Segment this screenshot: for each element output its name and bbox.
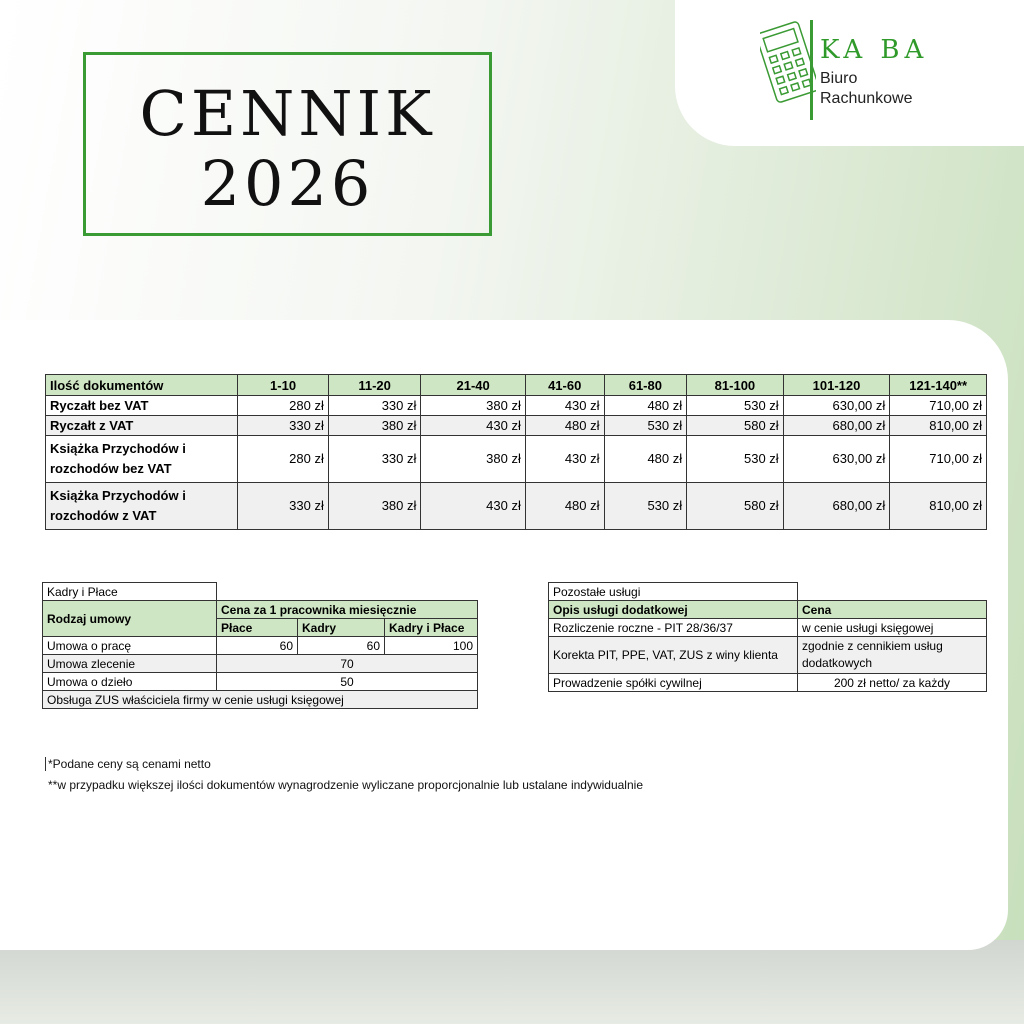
row-label: Umowa zlecenie [43, 655, 217, 673]
header-cell: 101-120 [783, 375, 890, 396]
header-cell: 121-140** [890, 375, 987, 396]
table-row [46, 416, 987, 436]
price-cell: 330 zł [328, 396, 421, 416]
price-cell: 710,00 zł [890, 396, 987, 416]
row-label: Książka Przychodów i rozchodów z VAT [46, 483, 238, 530]
price-cell: 430 zł [525, 396, 604, 416]
price-cell: 530 zł [604, 416, 687, 436]
col-description: Opis usługi dodatkowej [549, 601, 798, 619]
header-cell: 61-80 [604, 375, 687, 396]
header-cell: 21-40 [421, 375, 525, 396]
row-label: Korekta PIT, PPE, VAT, ZUS z winy klienta [549, 637, 798, 674]
empty-cell [798, 583, 987, 601]
price-cell: 710,00 zł [890, 436, 987, 483]
other-services-table [548, 582, 987, 692]
empty-cell [217, 583, 478, 601]
price-cell: 580 zł [687, 416, 784, 436]
col-price-per-employee: Cena za 1 pracownika miesięcznie [217, 601, 478, 619]
price-cell: zgodnie z cennikiem usług dodatkowych [798, 637, 987, 674]
price-cell: 430 zł [421, 483, 525, 530]
logo-subtitle-1: Biuro [820, 70, 858, 87]
price-cell: 380 zł [328, 483, 421, 530]
header-cell: Ilość dokumentów [46, 375, 238, 396]
logo-divider [810, 20, 813, 120]
col-contract-type: Rodzaj umowy [43, 601, 217, 637]
price-cell: 480 zł [525, 483, 604, 530]
payroll-title: Kadry i Płace [43, 583, 217, 601]
footnote-more-documents: **w przypadku większej ilości dokumentów wynagrodzenie wyliczane proporcjonalnie lub ustalane indywidualnie [48, 778, 643, 792]
price-cell: 60 [298, 637, 385, 655]
price-cell: 330 zł [328, 436, 421, 483]
price-cell: 630,00 zł [783, 436, 890, 483]
payroll-table [42, 582, 478, 709]
zus-note: Obsługa ZUS właściciela firmy w cenie usługi księgowej [43, 691, 478, 709]
calculator-icon [760, 18, 816, 108]
price-cell: 280 zł [238, 396, 329, 416]
row-label: Ryczałt z VAT [46, 416, 238, 436]
row-label: Prowadzenie spółki cywilnej [549, 674, 798, 692]
price-cell: 810,00 zł [890, 483, 987, 530]
logo [675, 0, 1024, 146]
price-cell: 680,00 zł [783, 483, 890, 530]
price-cell: 680,00 zł [783, 416, 890, 436]
page-year: 2026 [200, 147, 375, 220]
table-row [46, 436, 987, 483]
col-place: Płace [217, 619, 298, 637]
price-cell: 380 zł [421, 436, 525, 483]
price-cell: 530 zł [687, 436, 784, 483]
price-cell: 580 zł [687, 483, 784, 530]
price-cell: 480 zł [604, 436, 687, 483]
logo-subtitle-2: Rachunkowe [820, 90, 913, 107]
row-label: Rozliczenie roczne - PIT 28/36/37 [549, 619, 798, 637]
col-kadry-place: Kadry i Płace [385, 619, 478, 637]
row-label: Książka Przychodów i rozchodów bez VAT [46, 436, 238, 483]
price-cell: 100 [385, 637, 478, 655]
price-cell: 530 zł [687, 396, 784, 416]
price-cell: 60 [217, 637, 298, 655]
row-label: Umowa o dzieło [43, 673, 217, 691]
table-row [46, 483, 987, 530]
price-cell: 280 zł [238, 436, 329, 483]
price-cell: 810,00 zł [890, 416, 987, 436]
col-kadry: Kadry [298, 619, 385, 637]
price-cell: 200 zł netto/ za każdy [798, 674, 987, 692]
footnote-net-prices: *Podane ceny są cenami netto [45, 757, 211, 771]
price-cell: 630,00 zł [783, 396, 890, 416]
accounting-header-row [46, 375, 987, 396]
price-cell: 380 zł [328, 416, 421, 436]
price-cell: 70 [217, 655, 478, 673]
bottom-shade [0, 940, 1024, 1024]
header-cell: 41-60 [525, 375, 604, 396]
header-cell: 11-20 [328, 375, 421, 396]
price-cell: 430 zł [525, 436, 604, 483]
header-cell: 1-10 [238, 375, 329, 396]
other-title: Pozostałe usługi [549, 583, 798, 601]
price-cell: 330 zł [238, 416, 329, 436]
logo-name: KA BA [820, 35, 929, 65]
price-cell: 430 zł [421, 416, 525, 436]
page-title: CENNIK [139, 77, 436, 150]
price-cell: 330 zł [238, 483, 329, 530]
header-cell: 81-100 [687, 375, 784, 396]
price-cell: w cenie usługi księgowej [798, 619, 987, 637]
row-label: Ryczałt bez VAT [46, 396, 238, 416]
title-frame [83, 52, 492, 236]
price-cell: 380 zł [421, 396, 525, 416]
price-cell: 50 [217, 673, 478, 691]
col-price: Cena [798, 601, 987, 619]
accounting-price-table [45, 374, 987, 530]
price-cell: 480 zł [604, 396, 687, 416]
table-row [46, 396, 987, 416]
price-cell: 530 zł [604, 483, 687, 530]
price-cell: 480 zł [525, 416, 604, 436]
row-label: Umowa o pracę [43, 637, 217, 655]
